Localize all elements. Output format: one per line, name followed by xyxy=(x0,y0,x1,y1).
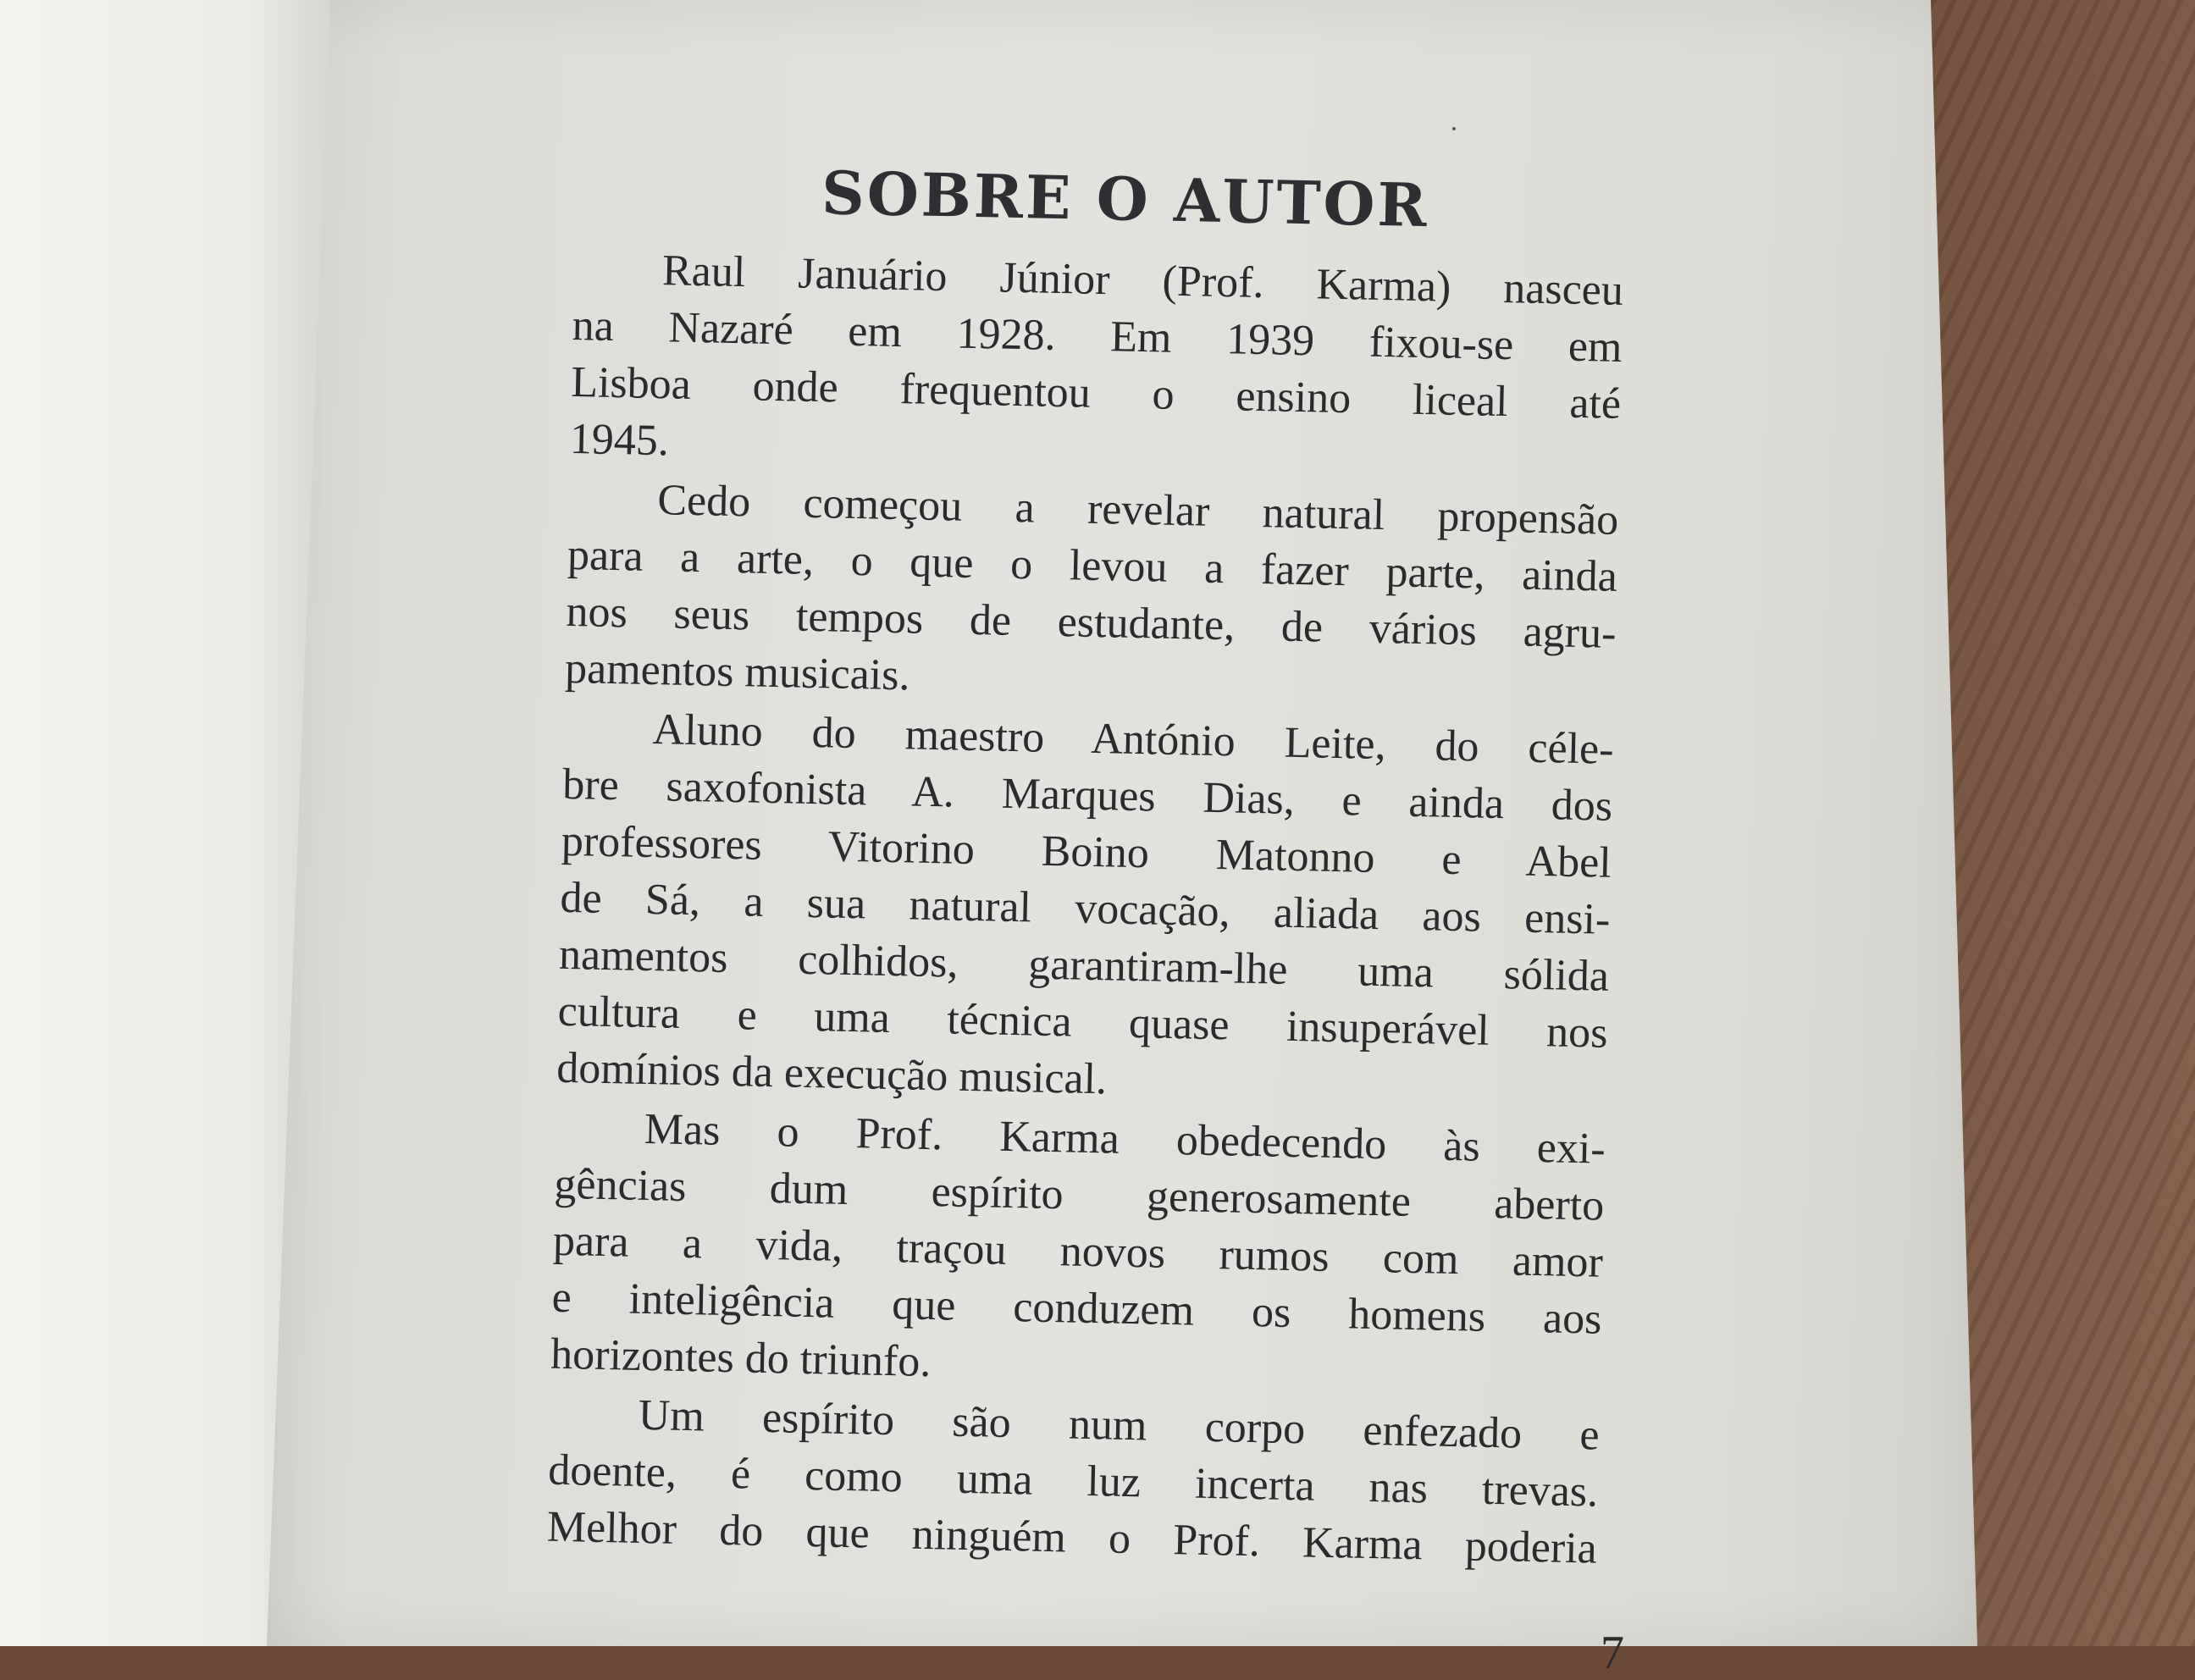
text-line: professores Vitorino Boino Matonno e Abel xyxy=(561,816,1612,887)
text-line: Melhor do que ninguém o Prof. Karma poderia xyxy=(546,1502,1598,1573)
text-line: pamentos musicais. xyxy=(564,644,911,700)
text-line: Raul Januário Júnior (Prof. Karma) nasceu xyxy=(661,246,1624,315)
text-line: Lisboa onde frequentou o ensino liceal até xyxy=(570,357,1622,428)
paragraph-3 xyxy=(556,699,1615,1119)
text-line: na Nazaré em 1928. Em 1939 fixou-se em xyxy=(572,301,1623,372)
text-line: cultura e uma técnica quase insuperável nos xyxy=(557,986,1609,1058)
text-line: doente, é como uma luz incerta nas trevas. xyxy=(547,1445,1599,1517)
text-line: para a vida, traçou novos rumos com amor xyxy=(552,1216,1604,1287)
text-line: Um espírito são num corpo enfezado e xyxy=(638,1390,1601,1460)
text-line: e inteligência que conduzem os homens aos xyxy=(551,1273,1603,1344)
paragraph-1 xyxy=(569,240,1623,489)
page-text-block xyxy=(546,152,1625,1580)
text-line: 1945. xyxy=(569,414,670,466)
text-line: para a arte, o que o levou a fazer parte, ainda xyxy=(567,530,1618,601)
paragraph-5 xyxy=(546,1385,1600,1578)
paper-speck xyxy=(1452,127,1456,130)
text-line: nos seus tempos de estudante, de vários agru- xyxy=(566,587,1617,658)
page-title: SOBRE O AUTOR xyxy=(821,158,1430,241)
text-line: gências dum espírito generosamente aberto xyxy=(553,1159,1605,1230)
wooden-table-surface xyxy=(1931,0,2195,1646)
text-line: namentos colhidos, garantiram-lhe uma sólida xyxy=(558,930,1610,1001)
page-number: 7 xyxy=(1601,1627,1624,1679)
text-line: bre saxofonista A. Marques Dias, e ainda dos xyxy=(561,760,1613,831)
text-line: Cedo começou a revelar natural propensão xyxy=(656,476,1619,544)
text-line: domínios da execução musical. xyxy=(556,1043,1108,1104)
paragraph-4 xyxy=(550,1099,1606,1405)
text-line: horizontes do triunfo. xyxy=(550,1329,932,1387)
paragraph-2 xyxy=(565,470,1619,719)
text-line: Mas o Prof. Karma obedecendo às exi- xyxy=(644,1104,1606,1174)
text-line: de Sá, a sua natural vocação, aliada aos ensi- xyxy=(559,873,1611,944)
text-line: Aluno do maestro António Leite, do céle- xyxy=(652,705,1615,774)
